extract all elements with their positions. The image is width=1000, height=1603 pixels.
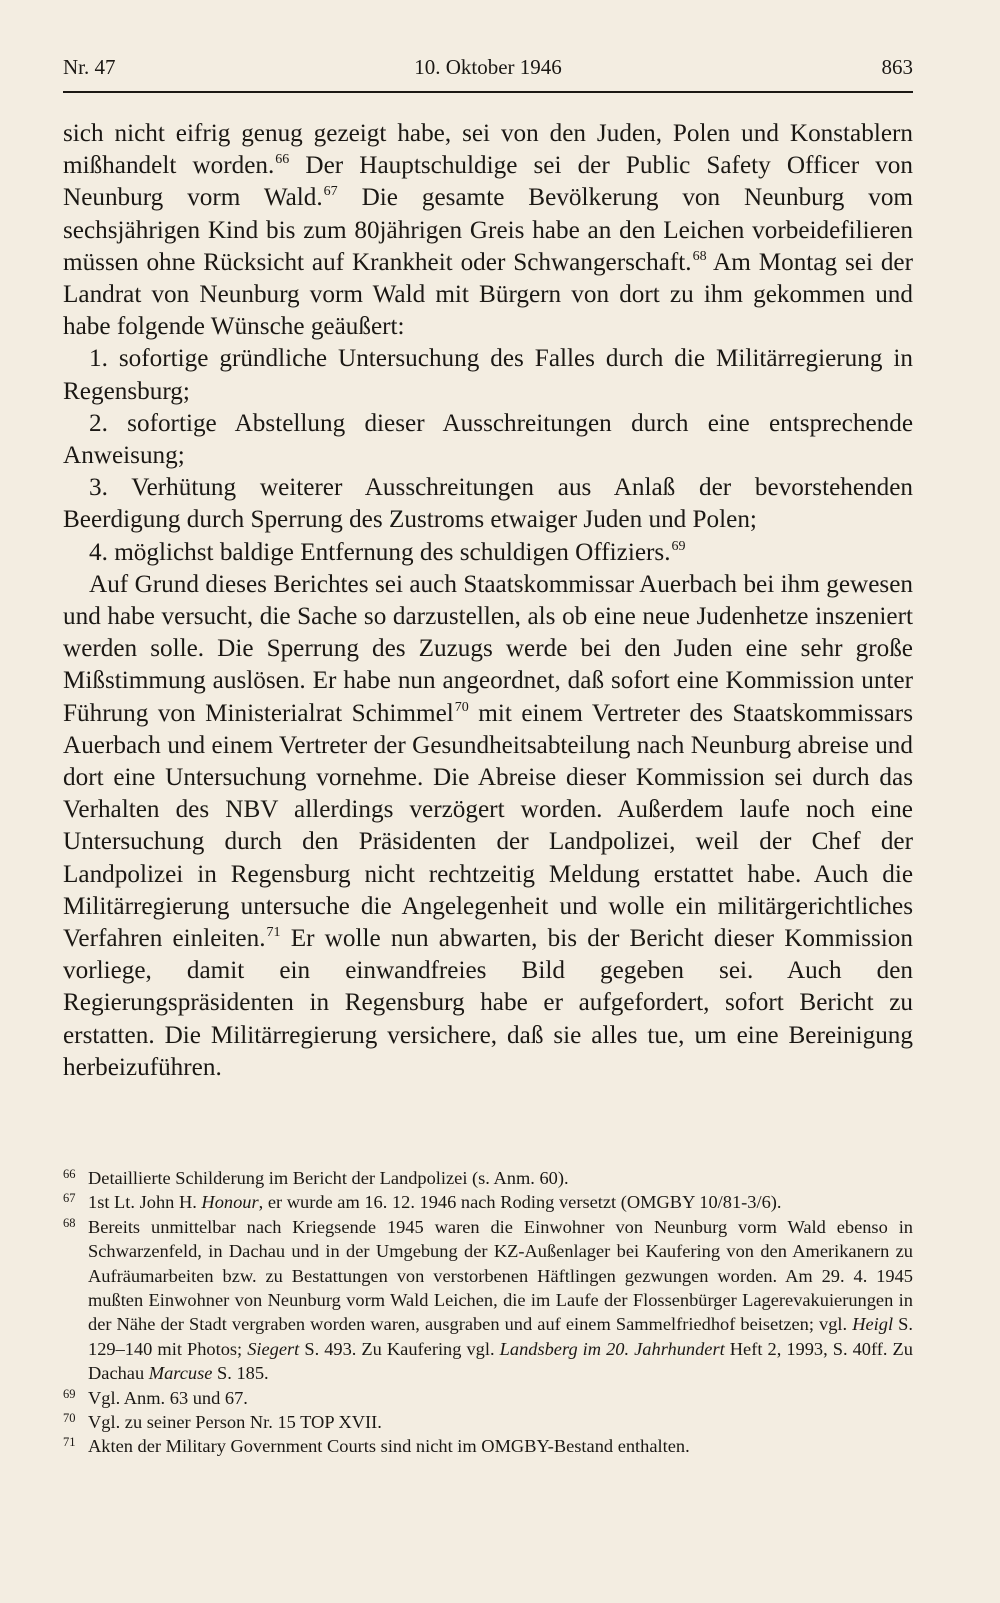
text-run: Die gesamte Bevölkerung von Neunburg vom sechsjährigen Kind bis zum 80jährigen Greis habe an den Leichen vorbeidefilieren müssen ohne Rücksicht auf Krankheit oder Schwangerschaft. — [63, 184, 914, 276]
footnote-71 — [63, 1434, 913, 1458]
footnote-text: Akten der Military Government Courts sind nicht im OMGBY-Bestand enthalten. — [88, 1436, 690, 1457]
footnote-text: S. 129–140 mit Photos; — [88, 1314, 913, 1359]
body-text — [63, 118, 913, 1084]
text-run: Am Montag sei der Landrat von Neunburg vorm Wald mit Bürgern von dort zu ihm gekommen und habe folgende Wünsche geäußert: — [63, 248, 913, 341]
footnote-text: S. 493. Zu Kaufering vgl. — [299, 1338, 500, 1359]
footnote-number: 71 — [63, 1435, 76, 1450]
book-page — [63, 44, 913, 1584]
header-date: 10. Oktober 1946 — [414, 55, 562, 79]
footnote-ref-70[interactable]: 70 — [454, 699, 469, 715]
list-item: 1. sofortige gründliche Untersuchung des Falles durch die Militärregierung in Regensburg; — [63, 345, 913, 405]
footnote-text: 1st Lt. John H. — [88, 1192, 202, 1213]
page-number: 863 — [881, 55, 913, 79]
footnote-number: 70 — [63, 1411, 76, 1426]
footnote-67 — [63, 1190, 913, 1214]
footnote-ref-68[interactable]: 68 — [692, 248, 707, 264]
text-run: Auf Grund dieses Berichtes sei auch Staatskommissar Auerbach bei ihm gewesen und habe versucht, die Sache so darzustellen, als ob eine neue Judenhetze inszeniert werden solle. Die Sperrung des Zuzugs werde bei den Juden eine sehr große Mißstimmung auslösen. Er habe nun angeordnet, daß sofort eine Kommission unter Führung von Ministerialrat Schimmel — [63, 570, 913, 727]
list-item: 2. sofortige Abstellung dieser Ausschreitungen durch eine entsprechende Anweisung; — [63, 409, 913, 470]
footnote-66 — [63, 1166, 913, 1190]
footnotes — [63, 1166, 913, 1459]
footnote-number: 66 — [63, 1167, 76, 1181]
footnote-68 — [63, 1215, 913, 1386]
footnote-text: Vgl. Anm. 63 und 67. — [88, 1387, 248, 1408]
footnote-ref-71[interactable]: 71 — [266, 925, 281, 941]
footnote-text: , er wurde am 16. 12. 1946 nach Roding versetzt (OMGBY 10/81-3/6). — [258, 1192, 782, 1213]
footnote-text: Heft 2, 1993, S. 40ff. Zu Dachau — [88, 1338, 913, 1384]
footnote-italic: Heigl — [852, 1314, 894, 1335]
running-head — [63, 44, 913, 78]
text-run: Der Hauptschuldige sei der Public Safety Officer von Neunburg vorm Wald. — [63, 152, 913, 212]
footnote-ref-66[interactable]: 66 — [275, 152, 290, 168]
footnote-italic: Landsberg im 20. Jahrhundert — [499, 1338, 725, 1359]
footnote-text: Bereits unmittelbar nach Kriegsende 1945 waren die Einwohner von Neunburg vorm Wald ebenso in Schwarzenfeld, in Dachau und in der Umgebung der KZ-Außenlager bei Kaufering von den Amerikanern zu Aufräumarbeiten bzw. zu Bestattungen von verstorbenen Häftlingen gezwungen worden. Am 29. 4. 1945 mußten Einwohner von Neunburg vorm Wald Leichen, die im Laufe der Flossenbürger Lagerevakuierungen in der Nähe der Stadt vergraben worden waren, ausgraben und auf einem Sammelfriedhof beisetzen; vgl. — [88, 1216, 913, 1335]
footnote-number: 67 — [63, 1191, 76, 1206]
list-item: 3. Verhütung weiterer Ausschreitungen aus Anlaß der bevorstehenden Beerdigung durch Sperrung des Zustroms etwaiger Juden und Polen; — [63, 474, 913, 534]
footnote-ref-67[interactable]: 67 — [323, 184, 338, 200]
text-run: Er wolle nun abwarten, bis der Bericht dieser Kommission vorliege, damit ein einwandfreies Bild gegeben sei. Auch den Regierungspräsidenten in Regensburg habe er aufgefordert, sofort Bericht zu erstatten. Die Militärregierung versichere, daß sie alles tue, um eine Bereinigung herbeizuführen. — [63, 925, 913, 1081]
text-run: mit einem Vertreter des Staatskommissars Auerbach und einem Vertreter der Gesundheitsabteilung nach Neunburg abreise und dort eine Untersuchung vornehme. Die Abreise dieser Kommission sei durch das Verhalten des NBV allerdings verzögert worden. Außerdem laufe noch eine Untersuchung durch den Präsidenten der Landpolizei, weil der Chef der Landpolizei in Regensburg nicht rechtzeitig Meldung erstattet habe. Auch die Militärregierung untersuche die Angelegenheit und wolle ein militärgerichtliches Verfahren einleiten. — [63, 699, 913, 953]
text-run: 4. möglichst baldige Entfernung des schuldigen Offiziers. — [89, 538, 671, 566]
footnote-italic: Marcuse — [148, 1363, 213, 1384]
footnote-text: Vgl. zu seiner Person Nr. 15 TOP XVII. — [88, 1412, 382, 1433]
list-item — [63, 537, 913, 569]
footnote-ref-69[interactable]: 69 — [671, 538, 686, 554]
footnote-number: 68 — [63, 1215, 76, 1230]
header-rule — [63, 91, 913, 93]
document-number: Nr. 47 — [63, 55, 116, 79]
paragraph — [63, 569, 913, 1084]
paragraph — [63, 118, 913, 343]
footnote-number: 69 — [63, 1386, 76, 1401]
footnote-70 — [63, 1410, 913, 1434]
footnote-text: S. 185. — [212, 1363, 269, 1384]
footnote-69 — [63, 1386, 913, 1410]
footnote-italic: Siegert — [247, 1338, 300, 1359]
footnote-italic: Honour — [201, 1192, 259, 1213]
footnote-text: Detaillierte Schilderung im Bericht der Landpolizei (s. Anm. 60). — [88, 1168, 569, 1188]
text-run: sich nicht eifrig genug gezeigt habe, sei von den Juden, Polen und Konstablern mißhandelt worden. — [63, 120, 913, 180]
